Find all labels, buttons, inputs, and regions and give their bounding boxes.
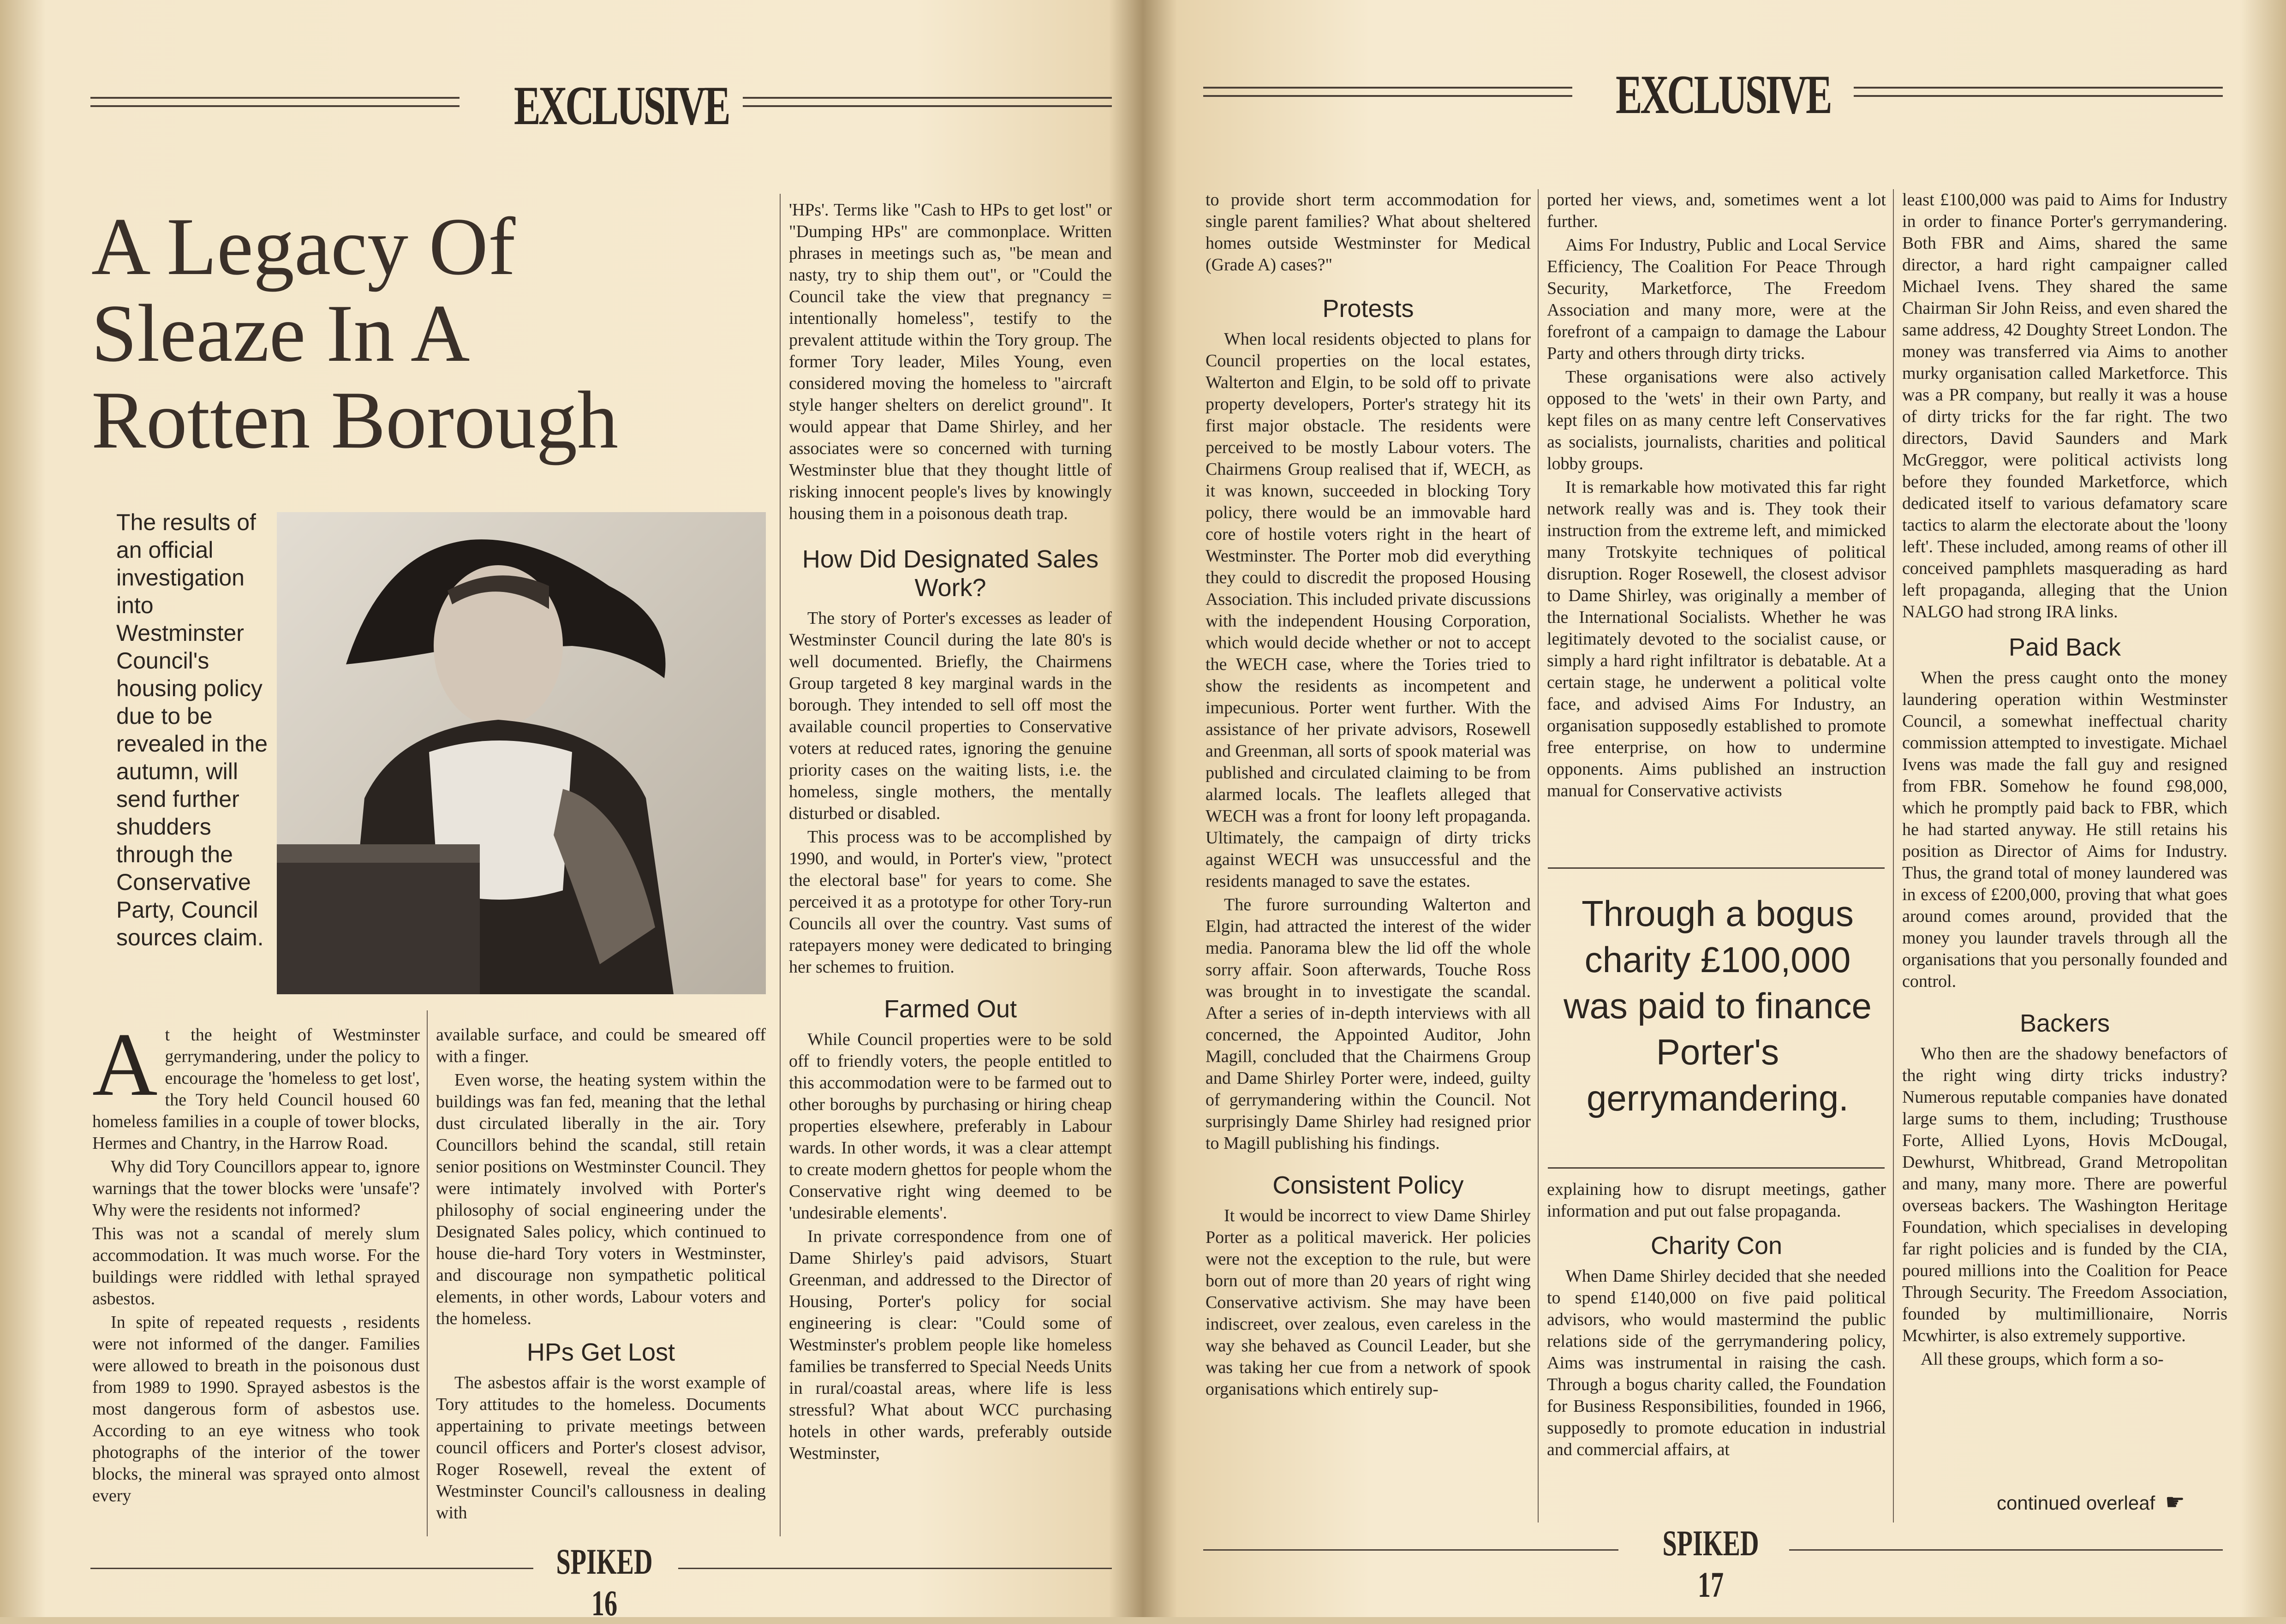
header-rule-right xyxy=(743,97,1112,107)
column-rule xyxy=(1893,189,1894,1522)
paragraph: When the press caught onto the money laundering operation within Westminster Council, a somewhat ineffectual charity commission attempted to investigate. Michael Ivens was made the fall guy and resigned from FBR. Somehow he found £98,000, which he promptly paid back to FBR, which he had started anyway. He still retains his position as Director of Aims for Industry. Thus, the grand total of money laundered was in excess of £200,000, proving that what goes around comes around, provided that the money you launder travels through all the organisations that you personally founded and control. xyxy=(1902,668,2227,991)
paragraph: available surface, and could be smeared off with a finger. xyxy=(436,1025,766,1066)
paragraph: The asbestos affair is the worst example of Tory attitudes to the homeless. Documents appertaining to private meetings between council officers and Porter's closest advisor, Roger Rosewell, reveal the extent of Westminster Council's callousness in dealing with xyxy=(436,1373,766,1522)
title-line-1: A Legacy Of xyxy=(91,201,516,292)
paragraph: This process was to be accomplished by 1990, and would, in Porter's view, "protect the electoral base" for years to come. She perceived it as a prototype for other Tory-run Councils all over the country. Vast sums of ratepayers money were dedicated to bringing her schemes to fruition. xyxy=(789,827,1112,977)
paragraph: t the height of Westminster gerrymandering, under the policy to encourage the 'homeless to get lost', the Tory held Council housed 60 homeless families in a couple of tower blocks, Hermes and Chantry, in the Harrow Road. xyxy=(92,1025,420,1153)
paragraph: 'HPs'. Terms like "Cash to HPs to get lost" or "Dumping HPs" are commonplace. Written phrases in meetings such as, "be mean and nasty, try to ship them out", or "Could the Council take the view that pregnancy = intentionally homeless", testify to the prevalent attitude within the Tory group. The former Tory leader, Miles Young, even considered moving the homeless to "aircraft style hanger shelters on derelict ground". It would appear that Dame Shirley, and her associates were so concerned with turning Westminster blue that they thought little of risking innocent people's lives by knowingly housing them in a poisonous death trap. xyxy=(789,200,1112,523)
paragraph: In spite of repeated requests , residents were not informed of the danger. Families were allowed to breath in the poisonous dust from 1989 to 1990. Sprayed asbestos is the most dangerous form of asbestos use. According to an eye witness who took photographs of the interior of the tower blocks, the mineral was sprayed onto almost every xyxy=(92,1313,420,1505)
paragraph: While Council properties were to be sold off to friendly voters, the people entitled to this accommodation were to be farmed out to other boroughs by purchasing or hiring cheap properties elsewhere, preferably in Labour wards. In other words, it was a clear attempt to create modern ghettos for people whom the Conservative right wing deemed to be 'undesirable elements'. xyxy=(789,1030,1112,1223)
footer-rule-left xyxy=(90,1568,533,1569)
subheading-consistent-policy: Consistent Policy xyxy=(1272,1171,1464,1199)
drop-cap: A xyxy=(92,1024,158,1115)
right-col-1 xyxy=(1206,189,1531,1522)
article-title xyxy=(91,201,746,466)
paragraph: This was not a scandal of merely slum accommodation. It was much worse. For the buildings were riddled with lethal sprayed asbestos. xyxy=(92,1224,420,1308)
column-rule xyxy=(427,1010,428,1536)
paragraph: These organisations were also actively opposed to the 'wets' in their own Party, and kept files on as many centre left Conservatives as socialists, journalists, charities and political lobby groups. xyxy=(1547,367,1886,473)
paragraph: All these groups, which form a so- xyxy=(1921,1349,2164,1369)
page-folio: SPIKED 17 xyxy=(1662,1523,1759,1605)
left-col-1 xyxy=(92,1024,420,1527)
paragraph: It would be incorrect to view Dame Shirley Porter as a political maverick. Her policies were not the exception to the rule, but were born out of more than 20 years of right wing Conservative activism. She may have been indiscreet, over zealous, even careless in the way she behaved as Council Leader, but she was taking her cue from a network of spook organisations which entirely sup- xyxy=(1206,1206,1531,1399)
pullquote-rule-top xyxy=(1548,867,1885,869)
section-banner: EXCLUSIVE xyxy=(514,75,729,136)
paragraph: Even worse, the heating system within the buildings was fan fed, meaning that the lethal dust circulated liberally in the air. Tory Councillors behind the scandal, still retain senior positions on Westminster Council. They were intimately involved with Porter's philosophy of social engineering under the Designated Sales policy, which continued to house die-hard Tory voters in Westminster, and discourage non sympathetic political elements, in other words, Labour voters and the homeless. xyxy=(436,1070,766,1328)
right-col-3 xyxy=(1902,189,2227,1495)
pullquote-rule-bottom xyxy=(1548,1167,1885,1169)
subheading-charity-con: Charity Con xyxy=(1650,1232,1783,1260)
paragraph: Why did Tory Councillors appear to, ignore warnings that the tower blocks were 'unsafe'? Why were the residents not informed? xyxy=(92,1157,420,1220)
left-col-3 xyxy=(789,199,1112,1528)
photo-lady-mayor-at-lectern xyxy=(277,512,766,994)
right-page xyxy=(1143,0,2286,1617)
footer-rule-left xyxy=(1203,1549,1618,1551)
right-col-2-top xyxy=(1547,189,1886,863)
subheading-protests: Protests xyxy=(1322,295,1414,322)
title-line-3: Rotten Borough xyxy=(91,374,619,466)
subheading-paid-back: Paid Back xyxy=(2008,633,2121,661)
paragraph: When Dame Shirley decided that she needed to spend £140,000 on five paid political advisors, who would mastermind the public relations side of the gerrymandering policy, Aims was instrumental in raising the cash. Through a bogus charity called, the Foundation for Business Responsibilities, founded in 1966, supposedly to promote education in industrial and commercial affairs, at xyxy=(1547,1266,1886,1459)
paragraph: The furore surrounding Walterton and Elgin, had attracted the interest of the wider media. Panorama blew the lid off the whole sorry affair. Soon afterwards, Touche Ross was brought in to investigate the scandal. After a series of in-depth interviews with all concerned, the Appointed Auditor, John Magill, concluded that the Chairmens Group and Dame Shirley Porter were, indeed, guilty of gerrymandering within the Council. Not surprisingly Dame Shirley had resigned prior to Magill publishing his findings. xyxy=(1206,895,1531,1153)
right-col-2-bottom xyxy=(1547,1179,1886,1522)
footer-rule-right xyxy=(678,1568,1112,1569)
standfirst: The results of an official investigation into Westminster Council's housing policy due to be revealed in the autumn, will send further shudders through the Conservative Party, Council sources claim. xyxy=(116,509,268,950)
paragraph: The story of Porter's excesses as leader of Westminster Council during the late 80's is well documented. Briefly, the Chairmens Group targeted 8 key marginal wards in the borough. They intended to sell off most the available council properties to Conservative voters at reduced rates, ignoring the genuine priority cases on the waiting lists, i.e. the homeless, single mothers, the mentally disturbed or disabled. xyxy=(789,609,1112,823)
column-rule xyxy=(1538,189,1539,1522)
page-folio: SPIKED 16 xyxy=(556,1541,653,1623)
subheading-farmed-out: Farmed Out xyxy=(883,995,1017,1023)
subheading-hps-get-lost: HPs Get Lost xyxy=(526,1338,675,1366)
paragraph: Aims For Industry, Public and Local Service Efficiency, The Coalition For Peace Through Security, Marketforce, The Freedom Association and many more, were at the forefront of a campaign to damage the Labour Party and others through dirty tricks. xyxy=(1547,235,1886,363)
paragraph: When local residents objected to plans for Council properties on the local estates, Walterton and Elgin, to be sold off to private property developers, Porter's strategy hit its first major obstacle. The residents were perceived to be mostly Labour voters. The Chairmens Group realised that if, WECH, as it was known, succeeded in blocking Tory policy, there would be an immovable hard core of hostile voters right in the heart of Westminster. The Porter mob did everything they could to discredit the proposed Housing Association. This included private discussions with the independent Housing Corporation, which would decide whether or not to accept the WECH case, where the Tories tried to show the residents as incompetent and impecunious. Porter went further. With the assistance of her private advisors, Rosewell and Greenman, all sorts of spook material was published and circulated claiming to be from alarmed locals. The leaflets alleged that WECH was a front for loony left propaganda. Ultimately, the campaign of dirty tricks against WECH was unsuccessful and the residents managed to save the estates. xyxy=(1206,329,1531,891)
paragraph: It is remarkable how motivated this far right network really was and is. They took their instruction from the extreme left, and mimicked many Trotskyite techniques of political disruption. Roger Rosewell, the closest advisor to Dame Shirley, was originally a member of the International Socialists. Whether he was legitimately devoted to the socialist cause, or simply a hard right infiltrator is debatable. At a certain stage, he underwent a political volte face, and advised Aims For Industry, an organisation supposedly established to promote free enterprise, on how to undermine opponents. Aims published an instruction manual for Conservative activists xyxy=(1547,478,1886,800)
header-rule-left xyxy=(90,97,460,107)
paragraph: least £100,000 was paid to Aims for Industry in order to finance Porter's gerrymandering. Both FBR and Aims, shared the same director, a hard right campaigner called Michael Ivens. They shared the same Chairman Sir John Reiss, and even shared the same address, 42 Doughty Street London. The money was transferred via Aims to another murky organisation called Marketforce. This was a PR company, but really it was a house of dirty tricks for the far right. The two directors, David Saunders and Mark McGreggor, were political activists long before they founded Marketforce, which dedicated itself to various defamatory scare tactics to alarm the electorate about the 'loony left'. These included, among reams of other ill conceived pamphlets masquerading as hard left propaganda, alleging that the Union NALGO had strong IRA links. xyxy=(1902,190,2227,621)
title-line-2: Sleaze In A xyxy=(91,287,470,379)
header-rule-left xyxy=(1203,87,1572,97)
header-rule-right xyxy=(1854,87,2223,97)
subheading-designated-sales: How Did Designated Sales Work? xyxy=(802,545,1099,602)
paragraph: In private correspondence from one of Dame Shirley's paid advisors, Stuart Greenman, and addressed to the Director of Housing, Porter's policy for social engineering is clear: "Could some of Westminster's problem people like homeless families be transferred to Special Needs Units in rural/coastal areas, where life is less stressful? What about WCC purchasing hotels in other wards, preferably outside Westminster, xyxy=(789,1227,1112,1463)
pull-quote: Through a bogus charity £100,000 was paid to finance Porter's gerrymandering. xyxy=(1564,893,1872,1118)
footer-rule-right xyxy=(1789,1549,2223,1551)
section-banner: EXCLUSIVE xyxy=(1616,64,1831,125)
paragraph: ported her views, and, sometimes went a lot further. xyxy=(1547,190,1886,231)
paragraph: Who then are the shadowy benefactors of the right wing dirty tricks industry? Numerous reputable companies have donated large sums to them, including; Trusthouse Forte, Allied Lyons, Hovis McDougal, Dewhurst, Whitbread, Grand Metropolitan and many, many more. There are powerful overseas backers. The Washington Heritage Foundation, which specialises in developing far right policies and is funded by the CIA, poured millions into the Coalition for Peace Through Security. The Freedom Association, founded by multimillionaire, Norris Mcwhirter, is also extremely supportive. xyxy=(1902,1044,2227,1345)
continued-label: continued overleaf xyxy=(1997,1492,2155,1514)
left-page xyxy=(0,0,1143,1623)
subheading-backers: Backers xyxy=(2019,1009,2110,1037)
continued-overleaf xyxy=(1997,1489,2185,1515)
paragraph: explaining how to disrupt meetings, gather information and put out false propaganda. xyxy=(1547,1180,1886,1221)
left-col-2 xyxy=(436,1024,766,1527)
column-rule xyxy=(780,194,781,1536)
paragraph: to provide short term accommodation for single parent families? What about sheltered homes outside Westminster for Medical (Grade A) cases?" xyxy=(1206,190,1531,275)
pointing-hand-icon: ☛ xyxy=(2165,1490,2185,1515)
